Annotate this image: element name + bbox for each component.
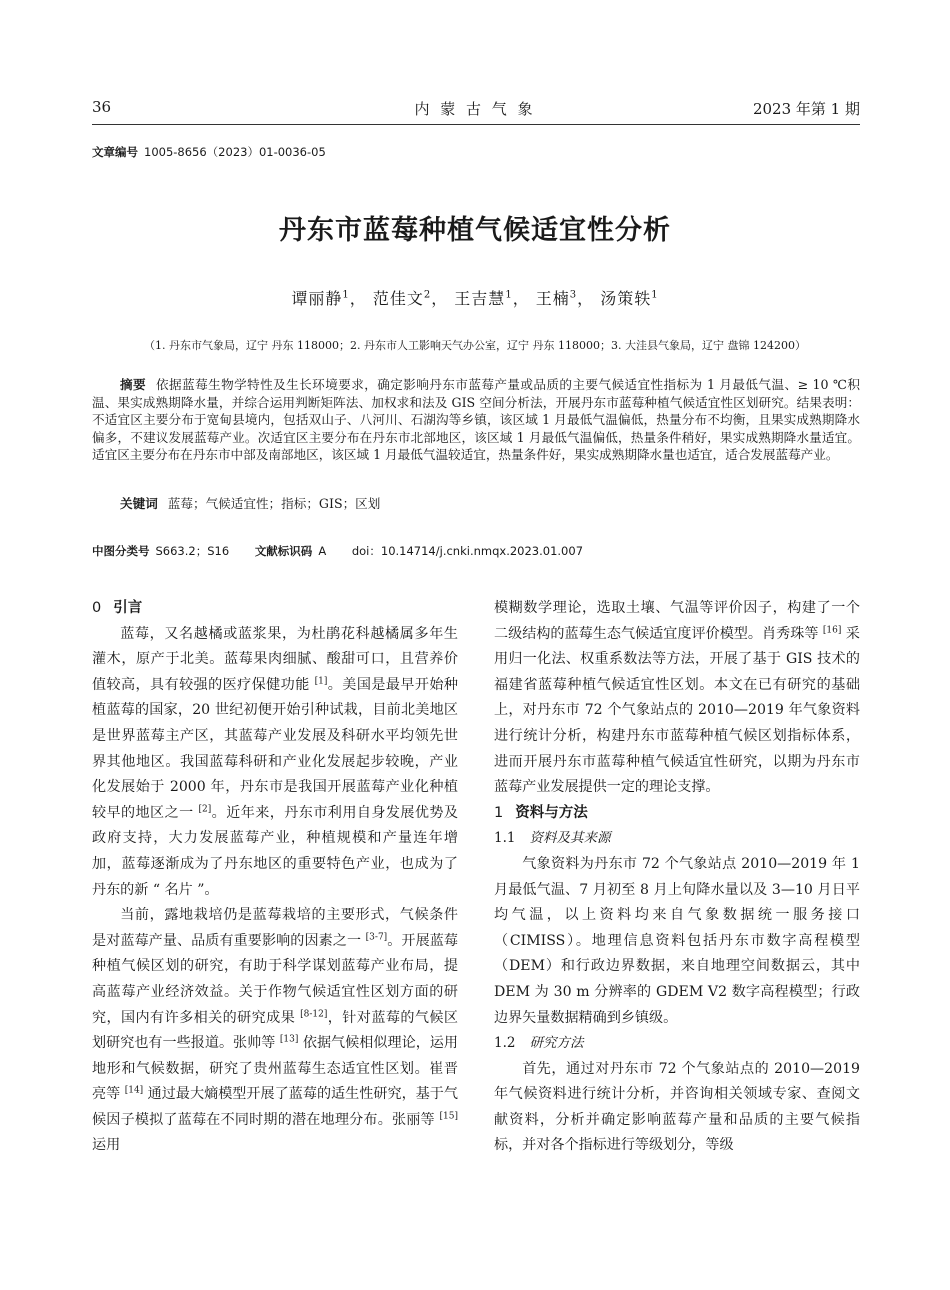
doc-code-value: A (318, 544, 327, 558)
body-left-column (92, 596, 458, 1159)
paragraph: 气象资料为丹东市 72 个气象站点 2010—2019 年 1 月最低气温、7 月初至 8 月上旬降水量以及 3—10 月日平均气温，以上资料均来自气象数据统一服务接口（CIMISS）。地理信息资料包括丹东市数字高程模型（DEM）和行政边界数据，来自地理空间数据云，其中 DEM 为 30 m 分辨率的 GDEM V2 数字高程模型；行政边界矢量数据精确到乡镇级。 (494, 855, 860, 1026)
classification-line (92, 543, 583, 559)
journal-name: 内 蒙 古 气 象 (414, 100, 536, 118)
citation: [8-12] (300, 1008, 328, 1019)
paragraph: 蓝莓，又名越橘或蓝浆果，为杜鹃花科越橘属多年生灌木，原产于北美。蓝莓果肉细腻、酸甜可口，且营养价值较高，具有较强的医疗保健功能 [1]。美国是最早开始种植蓝莓的国家，20 世纪初便开始引种试栽，目前北美地区是世界蓝莓主产区，其蓝莓产业发展及科研水平均领先世界其他地区。我国蓝莓科研和产业化发展起步较晚，产业化发展始于 2000 年，丹东市是我国开展蓝莓产业化种植较早的地区之一 [2]。近年来，丹东市利用自身发展优势及政府支持，大力发展蓝莓产业，种植规模和产量连年增加，蓝莓逐渐成为了丹东地区的重要特色产业，也成为了丹东的新 “ 名片 ”。 (92, 625, 459, 898)
paragraph: 首先，通过对丹东市 72 个气象站点的 2010—2019 年气候资料进行统计分析，并咨询相关领域专家、查阅文献资料，分析并确定影响蓝莓产量和品质的主要气候指标，并对各个指标进行等级划分，等级 (494, 1060, 860, 1154)
citation: [2] (198, 804, 212, 815)
subsection-title: 研究方法 (529, 1035, 584, 1052)
keywords-text: 蓝莓；气候适宜性；指标；GIS；区划 (167, 496, 381, 511)
section-title: 引言 (113, 600, 143, 616)
subsection-title: 资料及其来源 (529, 830, 611, 847)
abstract-text: 依据蓝莓生物学特性及生长环境要求，确定影响丹东市蓝莓产量或品质的主要气候适宜性指标为 1 月最低气温、≥ 10 ℃积温、果实成熟期降水量，并综合运用判断矩阵法、加权求和法及 GIS 空间分析法，开展丹东市蓝莓种植气候适宜性区划研究。结果表明：不适宜区主要分布于宽甸县境内，包括双山子、八河川、石湖沟等乡镇，该区域 1 月最低气温偏低，热量分布不均衡，且果实成熟期降水偏多，不建议发展蓝莓产业。次适宜区主要分布在丹东市北部地区，该区域 1 月最低气温偏低，热量条件稍好，果实成熟期降水量适宜。适宜区主要分布在丹东市中部及南部地区，该区域 1 月最低气温较适宜，热量条件好，果实成熟期降水量也适宜，适合发展蓝莓产业。 (92, 377, 860, 463)
subsection-number: 1.2 (494, 1035, 516, 1052)
section-title: 资料与方法 (515, 804, 588, 821)
abstract (92, 376, 860, 464)
clc-value: S663.2；S16 (155, 544, 230, 558)
author-name: 王吉慧 (454, 289, 506, 308)
author-affiliation-mark: 1 (651, 289, 659, 301)
affiliations: （1. 丹东市气象局，辽宁 丹东 118000；2. 丹东市人工影响天气办公室，辽宁 丹东 118000；3. 大洼县气象局，辽宁 盘锦 124200） (144, 339, 806, 352)
paragraph: 模糊数学理论，选取土壤、气温等评价因子，构建了一个二级结构的蓝莓生态气候适宜度评价模型。肖秀珠等 [16] 采用归一化法、权重系数法等方法，开展了基于 GIS 技术的福建省蓝莓种植气候适宜性区划。本文在已有研究的基础上，对丹东市 72 个气象站点的 2010—2019 年气象资料进行统计分析，构建丹东市蓝莓种植气候区划指标体系，进而开展丹东市蓝莓种植气候适宜性研究，以期为丹东市蓝莓产业发展提供一定的理论支撑。 (494, 600, 860, 796)
issue-label: 2023 年第 1 期 (752, 100, 860, 118)
subsection-number: 1.1 (494, 830, 516, 847)
section-heading-data-methods (494, 801, 860, 827)
clc-label: 中图分类号 (92, 544, 150, 558)
keywords (120, 493, 860, 512)
author-name: 谭丽静 (291, 289, 343, 308)
author-name: 范佳文 (372, 289, 424, 308)
abstract-label: 摘要 (120, 377, 147, 392)
article-number-label: 文章编号 (92, 145, 138, 159)
paragraph: 当前，露地栽培仍是蓝莓栽培的主要形式，气候条件是对蓝莓产量、品质有重要影响的因素之一 [3-7]。开展蓝莓种植气候区划的研究，有助于科学谋划蓝莓产业布局，提高蓝莓产业经济效益。关于作物气候适宜性区划方面的研究，国内有许多相关的研究成果 [8-12]，针对蓝莓的气候区划研究也有一些报道。张帅等 [13] 依据气候相似理论，运用地形和气候数据，研究了贵州蓝莓生态适宜性区划。崔晋亮等 [14] 通过最大熵模型开展了蓝莓的适生性研究，基于气候因子模拟了蓝莓在不同时期的潜在地理分布。张丽等 [15] 运用 (92, 907, 459, 1154)
section-heading-intro (92, 596, 458, 622)
author-name: 汤策轶 (600, 289, 652, 308)
author-list: 谭丽静$^1$， 范佳文$^2$， 王吉慧$^1$， 王楠$^3$， 汤策轶$^1$ (291, 289, 659, 308)
author-affiliation-mark: 1 (505, 289, 513, 301)
citation: [3-7] (365, 932, 388, 943)
body-right-column (494, 596, 860, 1159)
section-number: 1 (494, 804, 504, 821)
author-affiliation-mark: 1 (342, 289, 350, 301)
page-number: 36 (92, 98, 112, 116)
subsection-heading-data-source (494, 826, 860, 852)
doi: doi：10.14714/j.cnki.nmqx.2023.01.007 (351, 544, 584, 558)
keywords-label: 关键词 (120, 496, 158, 511)
citation: [1] (314, 676, 328, 687)
paper-title: 丹东市蓝莓种植气候适宜性分析 (279, 215, 671, 246)
author-name: 王楠 (535, 289, 570, 308)
citation: [16] (822, 624, 842, 635)
author-affiliation-mark: 2 (423, 289, 432, 301)
citation: [15] (439, 1111, 458, 1122)
section-number: 0 (92, 600, 102, 616)
doc-code-label: 文献标识码 (254, 544, 313, 558)
citation: [13] (279, 1034, 299, 1045)
author-affiliation-mark: 3 (569, 289, 578, 301)
header-rule (92, 124, 860, 125)
citation: [14] (124, 1085, 144, 1096)
article-number (92, 144, 326, 160)
article-number-value: 1005-8656（2023）01-0036-05 (144, 145, 326, 159)
subsection-heading-methods (494, 1031, 860, 1057)
